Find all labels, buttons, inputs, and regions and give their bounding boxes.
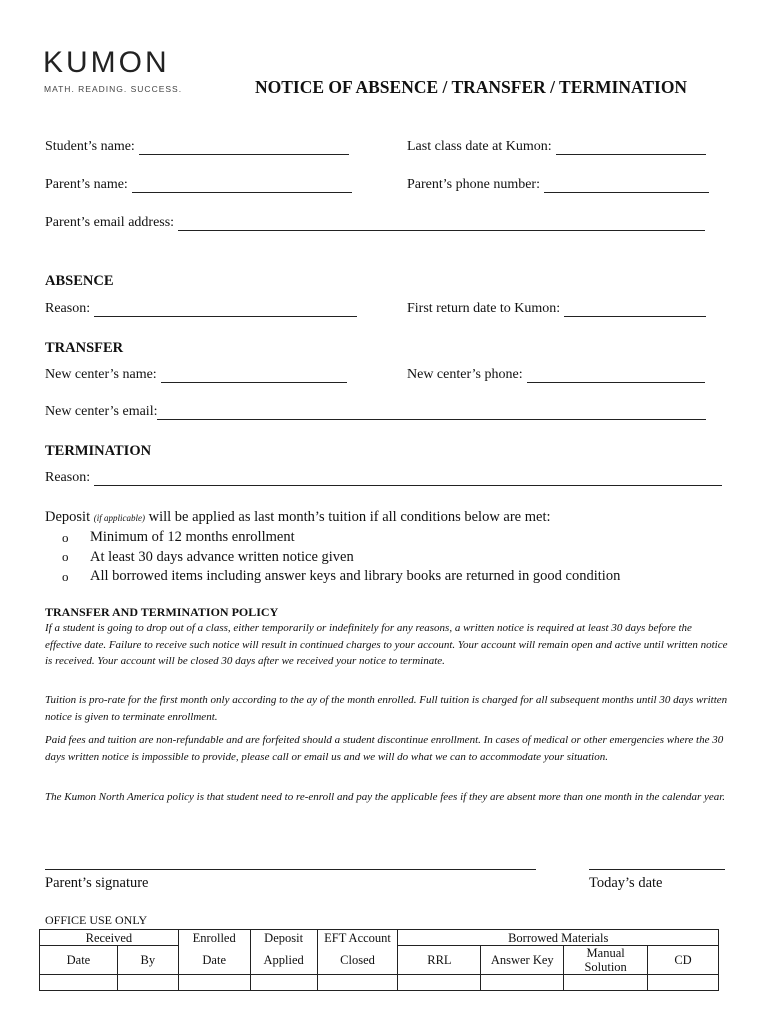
eft-closed-header: Closed [317,946,398,975]
list-item [62,548,620,568]
bullet-icon: o [62,568,69,584]
parent-email-field[interactable] [45,215,705,231]
policy-paragraph: Paid fees and tuition are non-refundable and are forfeited should a student discontinue enrollment. In cases of medical or other emergencies where the 30 days written notice is impossible to provide, please call or email us and we will do what we can to accommodate your situation. [45,734,724,763]
deposit-rest: will be applied as last month’s tuition if all conditions below are met: [148,509,551,525]
table-cell[interactable] [398,975,481,991]
todays-date-line[interactable] [589,869,725,870]
absence-reason-field[interactable] [45,301,357,317]
form-title: NOTICE OF ABSENCE / TRANSFER / TERMINATION [255,77,688,97]
last-class-date-label: Last class date at Kumon: [407,139,552,154]
todays-date-label: Today’s date [589,875,663,891]
by-header: By [117,946,178,975]
new-center-phone-line[interactable] [527,368,705,383]
table-cell[interactable] [317,975,398,991]
policy-paragraph: If a student is going to drop out of a class, either temporarily or indefinitely for any reasons, a written notice is required at least 30 days before the effective date. Failure to receive such notice will result in continued charges to your account. Your account will remain open and active until written notice is received. Your account will be closed 30 days after we received your notice to terminate. [45,622,728,667]
table-cell[interactable] [481,975,564,991]
date-header: Date [40,946,118,975]
parent-phone-field[interactable] [407,177,709,193]
new-center-email-field[interactable] [45,404,706,420]
answer-key-header: Answer Key [481,946,564,975]
deposit-header: Deposit [250,930,317,946]
parent-phone-label: Parent’s phone number: [407,177,540,192]
table-cell[interactable] [648,975,719,991]
policy-heading: TRANSFER AND TERMINATION POLICY [45,605,279,619]
rrl-header: RRL [398,946,481,975]
absence-reason-line[interactable] [94,302,357,317]
parent-phone-line[interactable] [544,178,709,193]
received-header: Received [40,930,179,946]
table-cell[interactable] [250,975,317,991]
new-center-phone-field[interactable] [407,367,705,383]
deposit-applied-header: Applied [250,946,317,975]
new-center-phone-label: New center’s phone: [407,367,523,382]
termination-reason-label: Reason: [45,470,91,485]
list-item [62,567,620,587]
parent-name-label: Parent’s name: [45,177,128,192]
parent-email-label: Parent’s email address: [45,215,175,230]
first-return-line[interactable] [564,302,706,317]
table-row[interactable] [40,975,719,991]
office-use-label: OFFICE USE ONLY [45,913,148,927]
termination-heading: TERMINATION [45,443,152,459]
table-row [40,930,719,946]
condition-text: All borrowed items including answer keys and library books are returned in good condition [90,568,621,585]
table-cell[interactable] [178,975,250,991]
enrolled-header: Enrolled [178,930,250,946]
termination-reason-field[interactable] [45,470,722,486]
bullet-icon: o [62,549,69,565]
parent-signature-label: Parent’s signature [45,875,149,891]
new-center-name-label: New center’s name: [45,367,157,382]
student-name-label: Student’s name: [45,139,135,154]
table-cell[interactable] [40,975,118,991]
eft-header: EFT Account [317,930,398,946]
transfer-heading: TRANSFER [45,340,124,356]
new-center-email-label: New center’s email: [45,404,158,419]
table-cell[interactable] [564,975,648,991]
table-row [40,946,719,975]
last-class-date-line[interactable] [556,140,706,155]
list-item [62,528,620,548]
borrowed-header: Borrowed Materials [398,930,719,946]
new-center-name-field[interactable] [45,367,347,383]
new-center-email-line[interactable] [157,405,706,420]
parent-signature-line[interactable] [45,869,536,870]
policy-paragraph: The Kumon North America policy is that student need to re-enroll and pay the applicable fees if they are absent more than one month in the calendar year. [45,791,726,803]
deposit-lead: Deposit [45,509,91,525]
new-center-name-line[interactable] [161,368,347,383]
logo-tagline: MATH. READING. SUCCESS. [44,84,183,94]
deposit-qualifier: (if applicable) [93,513,145,523]
parent-email-line[interactable] [178,216,705,231]
kumon-logo: KUMON [43,46,170,79]
first-return-label: First return date to Kumon: [407,301,561,316]
deposit-conditions [62,528,620,587]
enrolled-date-header: Date [178,946,250,975]
deposit-statement [45,509,551,526]
absence-reason-label: Reason: [45,301,91,316]
parent-name-field[interactable] [45,177,352,193]
condition-text: At least 30 days advance written notice given [90,548,354,565]
table-cell[interactable] [117,975,178,991]
last-class-date-field[interactable] [407,139,706,155]
office-use-table [39,929,719,991]
bullet-icon: o [62,529,69,545]
policy-paragraph: Tuition is pro-rate for the first month only according to the ay of the month enrolled. Full tuition is charged for all subsequent months until 30 days written notice is given to terminate enrollment. [45,694,728,723]
absence-heading: ABSENCE [45,273,114,289]
termination-reason-line[interactable] [94,471,722,486]
student-name-field[interactable] [45,139,349,155]
condition-text: Minimum of 12 months enrollment [90,529,295,546]
first-return-field[interactable] [407,301,706,317]
cd-header: CD [648,946,719,975]
manual-solution-header: Manual Solution [564,946,648,975]
student-name-line[interactable] [139,140,349,155]
parent-name-line[interactable] [132,178,352,193]
